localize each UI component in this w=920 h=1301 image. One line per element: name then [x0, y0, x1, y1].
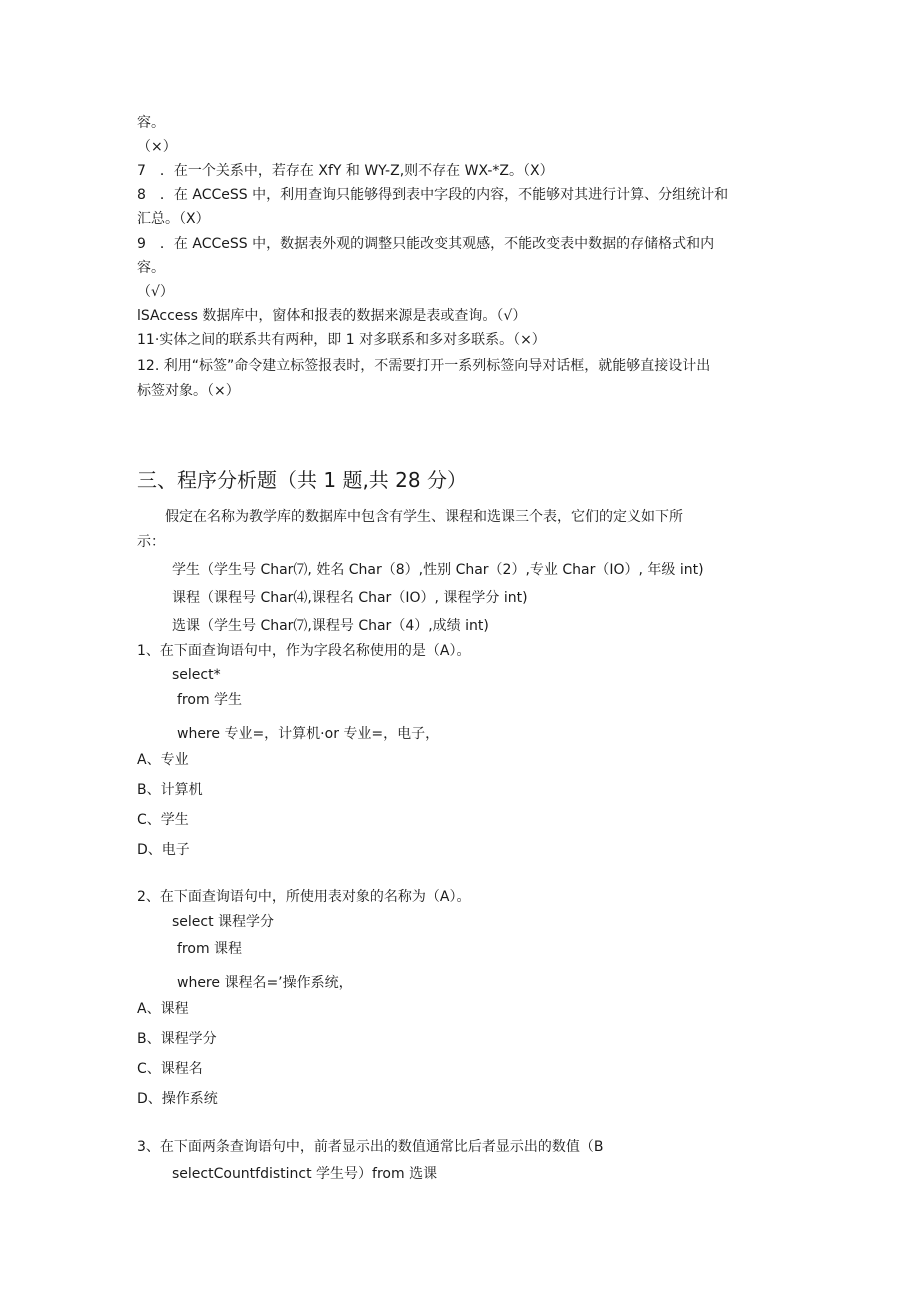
text-line: （√） — [137, 284, 174, 300]
table-definition-course: 课程（课程号 Char⑷,课程名 Char（IO）, 课程学分 int) — [172, 590, 528, 606]
question-1: 1、在下面查询语句中，作为字段名称使用的是（A）。 — [137, 643, 471, 659]
code-line: where 课程名=’操作系统， — [177, 975, 353, 991]
option-c: C、课程名 — [137, 1061, 203, 1077]
text-line: 标签对象。（×） — [137, 383, 240, 399]
table-definition-student: 学生（学生号 Char⑺, 姓名 Char（8）,性别 Char（2）,专业 Char（IO）, 年级 int) — [172, 562, 704, 578]
code-line: selectCountfdistinct 学生号）from 选课 — [172, 1166, 438, 1182]
option-b: B、计算机 — [137, 782, 203, 798]
true-false-item-10: lSAccess 数据库中，窗体和报表的数据来源是表或查询。（√） — [137, 308, 527, 324]
question-3: 3、在下面两条查询语句中，前者显示出的数值通常比后者显示出的数值（B — [137, 1139, 604, 1155]
true-false-item-12: 12. 利用“标签”命令建立标签报表时，不需要打开一系列标签向导对话框，就能够直接设计出 — [137, 358, 711, 374]
text-line: （×） — [137, 139, 177, 155]
code-line: where 专业=，计算机·or 专业=，电子， — [177, 726, 440, 742]
true-false-item-9: 9 ．在 ACCeSS 中，数据表外观的调整只能改变其观感，不能改变表中数据的存储格式和内 — [137, 236, 715, 252]
option-b: B、课程学分 — [137, 1031, 217, 1047]
code-line: from 学生 — [177, 692, 243, 708]
paragraph-line: 示： — [137, 534, 165, 550]
option-d: D、操作系统 — [137, 1091, 218, 1107]
section-title: 三、程序分析题（共 1 题,共 28 分） — [137, 468, 467, 492]
code-line: select 课程学分 — [172, 914, 275, 930]
question-2: 2、在下面查询语句中，所使用表对象的名称为（A）。 — [137, 889, 471, 905]
table-definition-enrollment: 选课（学生号 Char⑺,课程号 Char（4）,成绩 int) — [172, 618, 489, 634]
option-a: A、课程 — [137, 1001, 189, 1017]
true-false-item-11: 11·实体之间的联系共有两种，即 1 对多联系和多对多联系。（×） — [137, 332, 546, 348]
option-c: C、学生 — [137, 812, 189, 828]
true-false-item-7: 7 ．在一个关系中，若存在 XfY 和 WY-Z,则不存在 WX-*Z。（X） — [137, 163, 554, 179]
text-line: 容。 — [137, 115, 165, 131]
true-false-item-8: 8 ．在 ACCeSS 中，利用查询只能够得到表中字段的内容，不能够对其进行计算、分组统计和 — [137, 187, 729, 203]
text-line: 汇总。（X） — [137, 211, 210, 227]
paragraph-line: 假定在名称为教学库的数据库中包含有学生、课程和选课三个表，它们的定义如下所 — [137, 509, 683, 525]
option-a: A、专业 — [137, 752, 189, 768]
code-line: select* — [172, 667, 221, 683]
code-line: from 课程 — [177, 941, 243, 957]
text-line: 容。 — [137, 260, 165, 276]
option-d: D、电子 — [137, 842, 190, 858]
